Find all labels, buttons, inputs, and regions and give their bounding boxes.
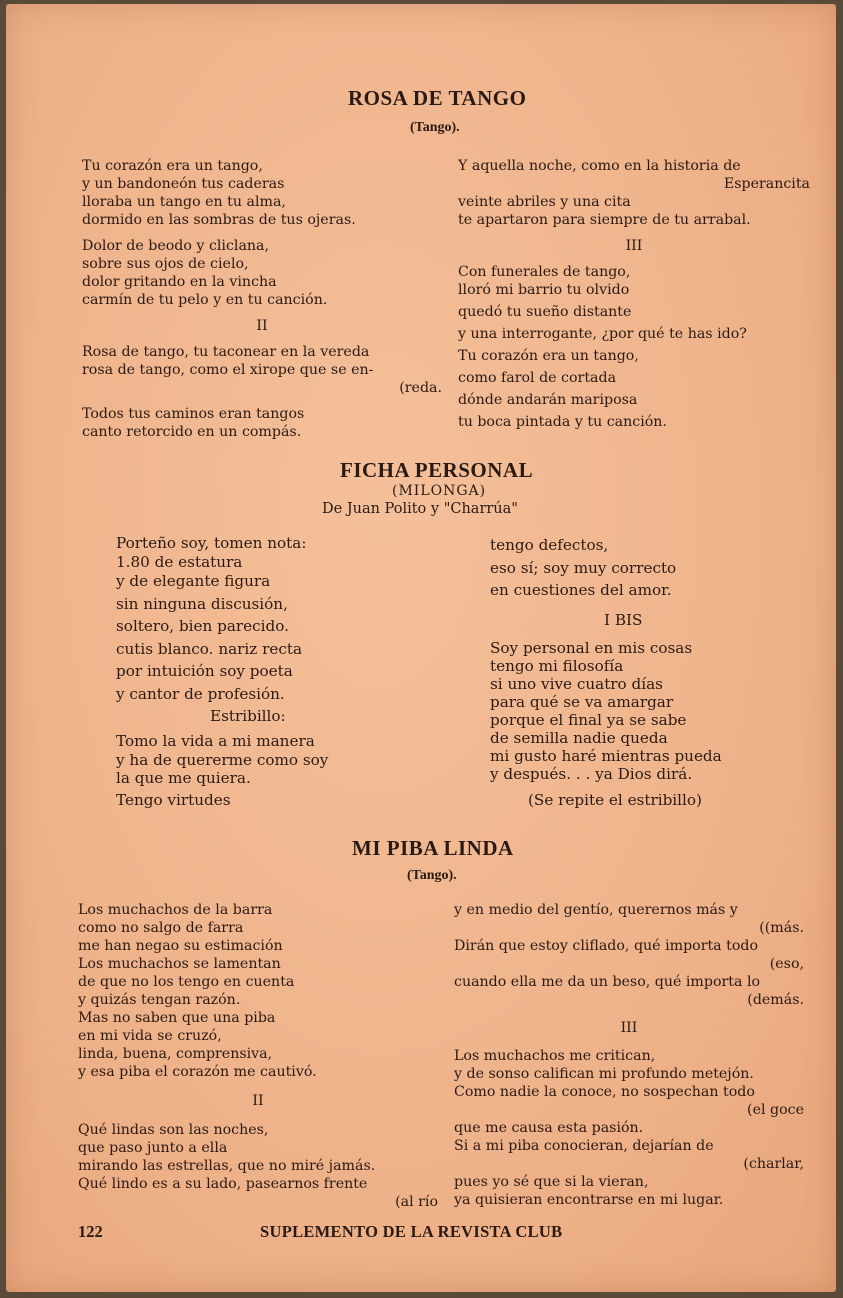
lyric-line: y de elegante figura [116, 572, 271, 590]
lyric-line: Qué lindas son las noches, [78, 1122, 269, 1138]
lyric-line: y en medio del gentío, querernos más y [454, 902, 738, 918]
publication-footer: SUPLEMENTO DE LA REVISTA CLUB [260, 1222, 563, 1241]
lyric-line: Tengo virtudes [116, 791, 231, 809]
lyric-line: Qué lindo es a su lado, pasearnos frente [78, 1176, 368, 1192]
lyric-line: tengo mi filosofía [490, 657, 624, 675]
lyric-line: pues yo sé que si la vieran, [454, 1174, 649, 1190]
lyric-line: dolor gritando en la vincha [82, 274, 277, 290]
lyric-line: Si a mi piba conocieran, dejarían de [454, 1138, 714, 1154]
lyric-line: te apartaron para siempre de tu arrabal. [458, 212, 751, 228]
song-title-mi-piba-linda: MI PIBA LINDA [352, 836, 514, 860]
lyric-line: Y aquella noche, como en la historia de [458, 158, 741, 174]
lyric-line: Tu corazón era un tango, [458, 348, 639, 364]
lyric-line-continuation: (al río [395, 1194, 438, 1210]
lyric-line: dormido en las sombras de tus ojeras. [82, 212, 356, 228]
song-title-ficha-personal: FICHA PERSONAL [340, 458, 534, 482]
lyric-line: Con funerales de tango, [458, 264, 631, 280]
lyric-line: eso sí; soy muy correcto [490, 558, 677, 577]
lyric-line: tu boca pintada y tu canción. [458, 414, 667, 430]
lyric-line: y esa piba el corazón me cautivó. [78, 1064, 317, 1080]
section-marker: II [256, 318, 268, 334]
lyric-line: Los muchachos me critican, [454, 1048, 656, 1064]
lyric-line: Soy personal en mis cosas [490, 639, 693, 657]
lyric-line: lloró mi barrio tu olvido [458, 282, 630, 298]
section-marker: III [620, 1020, 638, 1036]
section-marker: Estribillo: [210, 707, 286, 725]
section-marker: II [252, 1093, 264, 1109]
repeat-note: (Se repite el estribillo) [528, 791, 702, 809]
lyric-line-continuation: ((más. [759, 920, 804, 936]
lyric-line: Tu corazón era un tango, [82, 158, 263, 174]
lyric-line: mirando las estrellas, que no miré jamás. [78, 1158, 376, 1174]
lyric-line: Porteño soy, tomen nota: [116, 534, 307, 552]
lyric-line: Tomo la vida a mi manera [116, 731, 315, 750]
lyric-line: Rosa de tango, tu taconear en la vereda [82, 344, 370, 360]
page-number: 122 [78, 1222, 103, 1241]
lyric-line: Dirán que estoy cliflado, qué importa todo [454, 938, 759, 954]
lyric-line: sin ninguna discusión, [116, 594, 288, 613]
lyric-line: como farol de cortada [458, 370, 617, 386]
song1-right-column [458, 157, 810, 435]
lyric-line: dónde andarán mariposa [458, 392, 638, 408]
lyric-line: que me causa esta pasión. [454, 1120, 644, 1136]
song3-left-column [78, 901, 438, 1211]
lyric-line-continuation: Esperancita [723, 176, 810, 192]
lyric-line: Los muchachos se lamentan [78, 956, 281, 972]
song3-right-column [454, 901, 804, 1209]
lyric-line: de que no los tengo en cuenta [78, 974, 295, 990]
lyric-line: soltero, bien parecido. [116, 617, 289, 635]
song2-right-column [490, 534, 790, 812]
lyric-line: rosa de tango, como el xirope que se en- [82, 362, 374, 378]
lyric-line: Todos tus caminos eran tangos [82, 406, 305, 422]
lyric-line: la que me quiera. [116, 768, 251, 787]
magazine-page [6, 4, 836, 1292]
lyric-line: Mas no saben que una piba [78, 1010, 276, 1026]
song-title-rosa-de-tango: ROSA DE TANGO [348, 86, 527, 110]
lyric-line: en mi vida se cruzó, [78, 1028, 222, 1044]
lyric-line: me han negao su estimación [78, 938, 283, 954]
lyric-line: y ha de quererme como soy [116, 750, 329, 769]
lyric-line: Dolor de beodo y cliclana, [82, 238, 270, 254]
lyric-line: 1.80 de estatura [116, 553, 243, 571]
lyric-line-continuation: (eso, [769, 956, 804, 972]
lyric-line: y un bandoneón tus caderas [82, 176, 285, 192]
lyric-line: para qué se va amargar [490, 693, 674, 711]
song1-left-column [82, 157, 442, 441]
lyric-line: y después. . . ya Dios dirá. [490, 765, 693, 783]
lyric-line: y una interrogante, ¿por qué te has ido? [458, 326, 747, 342]
lyric-line: como no salgo de farra [78, 920, 244, 936]
song-genre: (MILONGA) [392, 483, 487, 499]
lyric-line: y cantor de profesión. [116, 684, 285, 703]
lyric-line: si uno vive cuatro días [490, 675, 663, 693]
lyric-line: carmín de tu pelo y en tu canción. [82, 292, 328, 308]
section-marker: I BIS [604, 611, 643, 629]
lyric-line: de semilla nadie queda [490, 729, 668, 747]
lyric-line: Como nadie la conoce, no sospechan todo [454, 1084, 755, 1100]
lyric-line: que paso junto a ella [78, 1140, 228, 1156]
lyric-line: veinte abriles y una cita [458, 194, 631, 210]
lyric-line: quedó tu sueño distante [458, 304, 632, 320]
lyric-line-continuation: (charlar, [743, 1156, 804, 1172]
song-authors: De Juan Polito y "Charrúa" [322, 501, 518, 517]
lyric-line: linda, buena, comprensiva, [78, 1046, 273, 1062]
lyric-line: cutis blanco. nariz recta [116, 639, 303, 658]
section-marker: III [625, 238, 643, 254]
song-subtitle: (Tango). [410, 120, 460, 135]
song2-left-column [116, 532, 376, 812]
lyric-line: y quizás tengan razón. [78, 992, 241, 1008]
lyric-line: canto retorcido en un compás. [82, 424, 302, 440]
lyric-line-continuation: (el goce [747, 1102, 804, 1118]
lyric-line-continuation: (demás. [747, 992, 804, 1008]
lyric-line: porque el final ya se sabe [490, 711, 687, 729]
lyric-line: sobre sus ojos de cielo, [82, 256, 249, 272]
lyric-line: ya quisieran encontrarse en mi lugar. [454, 1192, 724, 1208]
lyric-line: lloraba un tango en tu alma, [82, 194, 286, 210]
lyric-line: mi gusto haré mientras pueda [490, 747, 722, 765]
lyric-line: en cuestiones del amor. [490, 581, 672, 599]
lyric-line: tengo defectos, [490, 536, 609, 554]
lyric-line-continuation: (reda. [399, 380, 442, 396]
song-subtitle: (Tango). [407, 868, 457, 883]
lyric-line: Los muchachos de la barra [78, 902, 273, 918]
lyric-line: cuando ella me da un beso, qué importa lo [454, 974, 761, 990]
lyric-line: y de sonso califican mi profundo metejón. [454, 1066, 754, 1082]
lyric-line: por intuición soy poeta [116, 662, 293, 680]
